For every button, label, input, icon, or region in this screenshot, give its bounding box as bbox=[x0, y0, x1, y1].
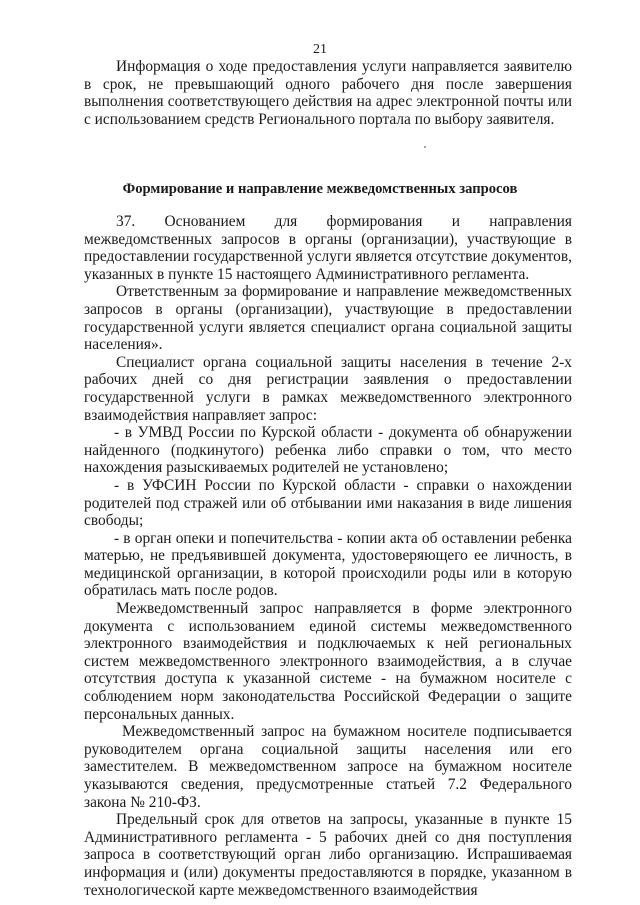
paragraph-specialist: Специалист органа социальной защиты населения в течение 2-х рабочих дней со дня регистрации заявления о предоставлении государственной услуги в рамках межведомственного электронного взаимодействия направляет запрос: bbox=[84, 353, 572, 424]
paragraph-responsible: Ответственным за формирование и направление межведомственных запросов в органы (организации), участвующие в предоставлении государственной услуги является специалист органа социальной защиты населения». bbox=[84, 283, 572, 354]
section-heading: Формирование и направление межведомственных запросов bbox=[122, 181, 518, 197]
intro-paragraph: Информация о ходе предоставления услуги направляется заявителю в срок, не превышающий одного рабочего дня после завершения выполнения соответствующего действия на адрес электронной почты или с использованием средств Регионального портала по выбору заявителя. bbox=[84, 58, 572, 128]
scan-speck bbox=[424, 146, 426, 148]
intro-section bbox=[84, 58, 572, 128]
paragraph-paper-request: Межведомственный запрос на бумажном носителе подписывается руководителем органа социальной защиты населения или его заместителем. В межведомственном запросе на бумажном носителе указываются сведения, предусмотренные статьей 7.2 Федерального закона № 210-ФЗ. bbox=[84, 723, 572, 811]
bullet-guardianship: - в орган опеки и попечительства - копии акта об оставлении ребенка матерью, не предъявившей документа, удостоверяющего ее личность, в медицинской организации, в которой происходили роды или в которую обратилась мать после родов. bbox=[84, 529, 572, 600]
bullet-umvd: - в УМВД России по Курской области - документа об обнаружении найденного (подкинутого) ребенка либо справки о том, что место нахождения разыскиваемых родителей не установлено; bbox=[84, 424, 572, 477]
paragraph-37-basis: 37. Основанием для формирования и направления межведомственных запросов в органы (организации), участвующие в предоставлении государственной услуги является отсутствие документов, указанных в пункте 15 настоящего Административного регламента. bbox=[84, 213, 572, 283]
paragraph-deadline: Предельный срок для ответов на запросы, указанные в пункте 15 Административного регламента - 5 рабочих дней со дня поступления запроса в соответствующий орган либо организацию. Испрашиваемая информация и (или) документы предоставляются в порядке, указанном в технологической карте межведомственного взаимодействия bbox=[84, 811, 572, 899]
paragraph-request-form: Межведомственный запрос направляется в форме электронного документа с использованием единой системы межведомственного электронного взаимодействия и подключаемых к ней региональных систем межведомственного электронного взаимодействия, а в случае отсутствия доступа к указанной системе - на бумажном носителе с соблюдением норм законодательства Российской Федерации о защите персональных данных. bbox=[84, 600, 572, 723]
body-section bbox=[84, 213, 572, 899]
page-number: 21 bbox=[313, 42, 327, 57]
bullet-ufsin: - в УФСИН России по Курской области - справки о нахождении родителей под стражей или об отбывании ими наказания в виде лишения свободы; bbox=[84, 476, 572, 530]
